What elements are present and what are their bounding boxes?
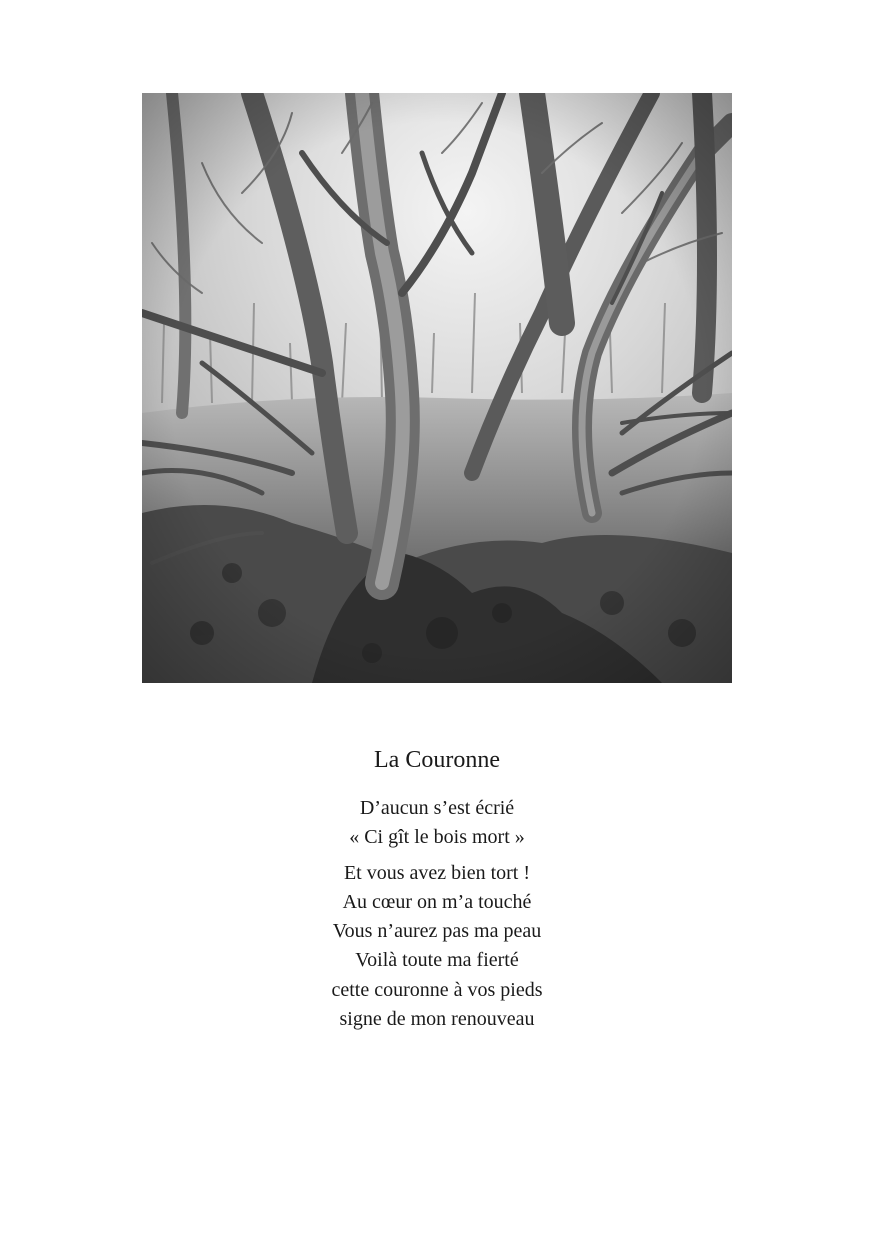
- poem-line: Vous n’aurez pas ma peau: [332, 920, 542, 943]
- forest-photograph: [142, 93, 732, 683]
- poem: [0, 740, 874, 1034]
- poem-line: Et vous avez bien tort !: [343, 861, 531, 884]
- poem-line: Au cœur on m’a touché: [342, 890, 532, 913]
- poem-title: La Couronne: [374, 747, 500, 773]
- poem-line: signe de mon renouveau: [339, 1008, 535, 1031]
- poem-line: D’aucun s’est écrié: [359, 797, 515, 819]
- stanza-2: [0, 859, 874, 1035]
- poem-line: Voilà toute ma fierté: [355, 949, 519, 972]
- stanza-1: [0, 794, 874, 853]
- poem-line: « Ci gît le bois mort »: [349, 826, 525, 849]
- poem-line: cette couronne à vos pieds: [331, 978, 543, 1001]
